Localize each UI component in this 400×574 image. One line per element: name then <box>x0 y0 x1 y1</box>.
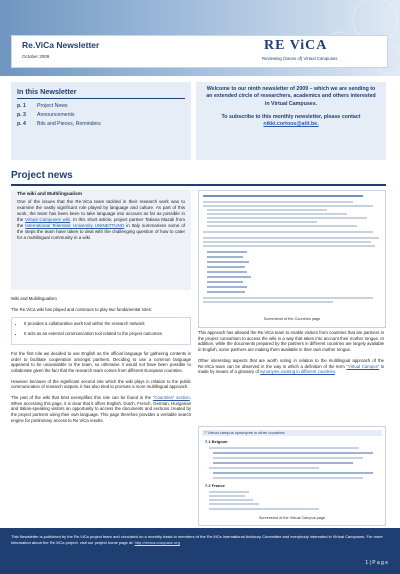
paragraph: Other interesting aspects that are worth noting in relation to the multilingual approach of the Re.ViCa team can be observed in the way in which a definition of the term "Virtual Campus" is made by means of a glossary of synonyms existing in different countries. <box>198 357 384 375</box>
screenshot-heading: 7 Virtual campus synonyms in other countries <box>202 430 382 436</box>
issue-date: October 2009 <box>22 54 50 59</box>
welcome-box <box>196 82 386 160</box>
divider <box>17 98 185 99</box>
toc-item[interactable]: p. 4 Bits and Pieces, Reminders <box>17 121 101 127</box>
article-body-left <box>11 296 191 429</box>
newsletter-title: Re.ViCa Newsletter <box>22 40 100 50</box>
logo-tagline: Reviewing (traces of) Virtual Campuses <box>262 56 338 61</box>
virtual-campus-screenshot: 7 Virtual campus synonyms in other countries 7.1 Belgium 7.2 France Screenshot of the Virtual Campus page <box>198 426 386 526</box>
roles-list <box>11 317 191 344</box>
article-body-right <box>198 330 384 375</box>
subheading: Wiki and Multilingualism <box>11 296 57 301</box>
header-banner <box>0 0 400 76</box>
countries-screenshot <box>198 190 386 328</box>
article-title: The wiki and Multilingualism <box>17 192 83 197</box>
virtual-campus-link[interactable]: "Virtual Campus" <box>346 363 380 369</box>
toc-item[interactable]: p. 1 Project News <box>17 103 68 109</box>
section-heading: Project news <box>11 170 73 181</box>
university-link[interactable]: International Telematic University UNINETTUNO <box>25 223 125 228</box>
table-of-contents <box>11 82 191 160</box>
welcome-text: Welcome to our ninth newsletter of 2009 – which we are sending to an extended circle of researchers, academics and others interested in Virtual Campuses. <box>206 86 376 107</box>
paragraph: The Re.ViCa wiki has played and continues to play two fundamental roles: <box>11 306 153 312</box>
list-item: • It acts as an external communication tool related to the project outcomes <box>24 331 185 337</box>
screenshot-caption: Screenshot of the Virtual Campus page <box>258 516 326 520</box>
synonyms-link[interactable]: synonyms existing in different countries <box>260 369 336 375</box>
toc-item[interactable]: p. 3 Announcements <box>17 112 75 118</box>
revica-logo: RE ViCA <box>264 38 328 53</box>
countries-link[interactable]: "Countries" section <box>152 395 190 401</box>
project-homepage-link[interactable]: http://revica.europace.org <box>134 539 180 545</box>
paragraph: However because of the significant second role which the wiki plays in relation to the public communication of research outputs, it has also tried to promote a more multilingual approach. <box>11 378 191 390</box>
page-number: 1 | P a g e <box>365 560 388 566</box>
divider <box>11 184 386 186</box>
title-bar <box>11 35 388 68</box>
paragraph: For the first role we decided to use English as the official language for gathering contents in order to facilitate cooperation amongst partners. Deciding to use a common language appeared to be unavoidable to the team, so otherwise it would not have been possible to collaborate given the fact that the research team comes from different European countries. <box>11 350 191 373</box>
contact-email-link[interactable]: nikki.cortoos@atit.be. <box>263 121 319 128</box>
paragraph: The part of the wiki that best exemplifies this role can be found in the "Countries" section. When accessing this page, it is clear that it offers English, Dutch, French, German, Hungarian and Italian-speaking visitors an opportunity to access the documents and sections created by the project partners using their own language. This page therefore provides a veritable search engine for preliminary access to Re.ViCa results. <box>11 395 191 423</box>
article-intro-text: One of the issues that the Re.ViCa team tackled in their research work was to examine the vastly significant role played by language and culture. As part of this work, the team has been keen to take language into account as far as possible in the Virtual Campuses wiki. In this short article, project partner Tatiana Mazali from the International Telematic University UNINETTUNO in Italy summarises some of the steps the team have taken to deal with the challenging question of how to cater for a multilingual community in a wiki. <box>17 199 186 240</box>
toc-heading: In this Newsletter <box>17 87 77 96</box>
list-item: • It provides a collaborative work tool within the research network <box>24 321 185 327</box>
screenshot-caption: Screenshot of the Countries page <box>263 317 321 321</box>
wiki-link[interactable]: Virtual Campuses wiki <box>24 217 71 222</box>
footer-text: This Newsletter is published by the Re.ViCa project team and circulated on a monthly basis to members of the Re.ViCa International Advisory Committee and everybody interested in Virtual Campuses. For more information about the Re.ViCa project, visit our project home page at: http://revica.europace.org <box>11 534 383 545</box>
paragraph: This approach has allowed the Re.ViCa team to enable visitors from countries that are partners in the project consortium to access the wiki in a way that takes into account their mother tongue. In addition, while the documents prepared by the partners in different countries are largely available in English, some partners are making them available in their own mother tongue. <box>198 330 384 353</box>
subscribe-text: To subscribe to this monthly newsletter, please contact nikki.cortoos@atit.be. <box>221 114 361 128</box>
article-intro <box>11 190 191 290</box>
footer <box>0 528 400 574</box>
